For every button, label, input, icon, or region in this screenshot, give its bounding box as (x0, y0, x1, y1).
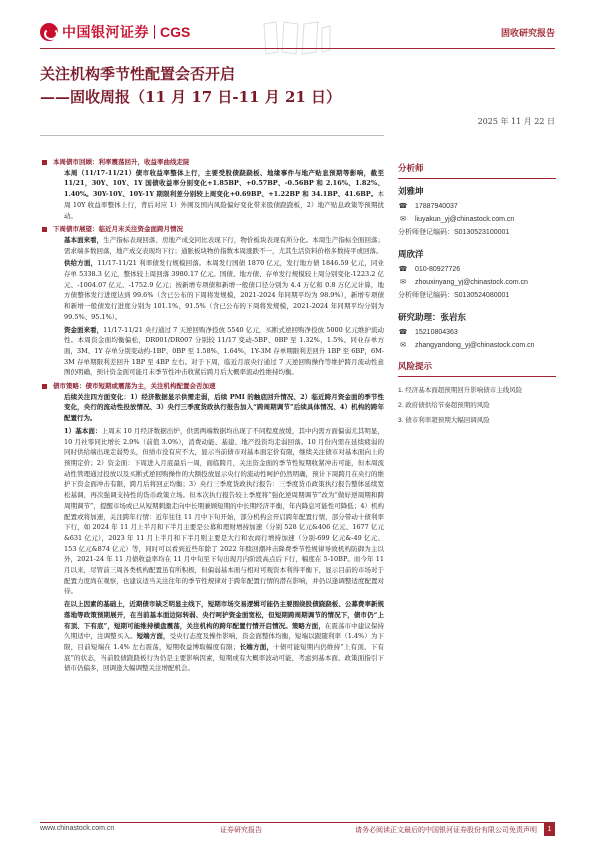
page-number: 1 (544, 823, 555, 836)
company-logo (40, 22, 190, 42)
phone-icon: ☎ (398, 266, 408, 273)
analyst-email-row[interactable] (398, 213, 556, 226)
text-run: 在震荡市中建议保持久期适中，注调整买入。 (64, 621, 385, 641)
paragraph (40, 325, 384, 379)
section-heading (40, 381, 384, 392)
report-date: 2025 年 11 月 22 日 (477, 117, 555, 126)
bold-text-run: 短端方面， (136, 632, 170, 641)
text-run: 上周末 10 月经济数据出炉，供需两端数据均出现了不同程度放缓，其中内需方面偏弱尤其明显，10 月社零同比增长 2.9%（前值 3.0%），消费动能、基建、地产投资均走弱回落。10 月份内需在延续疲弱的同时供给端出现走弱势头，但绩市没有应不大，显示当前债市对基本面定价有限，继续关注债市对基本面向上的预期定价；2）资金面：下周进入月底最后一周，面临跨月，关注资金面的季节性短期收紧冲击可能，但本周流动性管理通过投放以及买断式逆回购操作的大额投放显示央行的流动性呵护仍然明确，预计下周跨月在央行的维护下资金面冲击有限，跨月后将回正均衡；3）央行三季度货政执行报告：三季度货币政策执行报告整体延续宽松基调，再次强调支持性的货币政策立场。但本次执行报告较上季度将“强化逆周期调节”改为“做好逆周期和跨周期调节”，提醒市场或已从短期刺激走向中长期兼顾短期的中长期经济平衡，年内降息可能性可降低；4）机构配置或将加速，关注跨年行情：近年往往 11 月中下旬开始，部分机构会开启跨年配置行情，部分带动十债利率下行，如 2024 年 11 月上半月和下半月主要是公募和理财增持加速（分别 528 亿元&406 亿元、1677 亿元&631 亿元），2023 年 11 月上半月和下半月则主要是大行和农商行增持加速（分别-699 亿元&-49 亿元、153 亿元&874 亿元）等，同时可以看到近些年除了 2022 年赎回潮冲击降费季节性规律导致机构防御为主以外，2021-24 年 11 月债收益率均在 11 月中旬至下旬出现月内阶段高点后下行，幅度在 5-10BP。而今年 11 月以来，尽管前三周各类机构配置虽有所积极，但偏弱基本面与相对可观资本利得平衡下，显示目前的市场对于配置力度尚在观察，也建议适当关注往年的季节性规律对于跨年配置行情的潜在影响，并仍以逢调整适度配置对待。 (64, 426, 384, 596)
analyst-name: 研究助理：张岩东 (398, 312, 467, 322)
email-icon: ✉ (400, 216, 406, 223)
square-bullet-icon (42, 160, 47, 165)
risk-item: 3. 债市利率超预期大幅回调风险 (398, 417, 490, 424)
bold-text-run: 本周（11/17-11/21）债市收益率整体上行，主要受股债跷跷板、地缘事件与地产贴息预期等影响，截至 11/21，30Y、10Y、1Y 国债收益率分别变化+1.85BP、+0.57BP、-0.56BP 和 2.16%、1.82%、1.40%。30Y-10Y、10Y-1Y 期限利差分别较上周变化+0.69BP、+1.22BP 和 34.1BP、41.6BP。 (64, 168, 384, 199)
analyst-phone: 15210804363 (415, 329, 458, 336)
logo-en-text: CGS (160, 24, 191, 40)
analyst-card (398, 185, 556, 239)
analyst-email-row[interactable] (398, 339, 556, 352)
risk-list (398, 383, 556, 428)
risk-item: 2. 政府债供给节奏超预期的风险 (398, 402, 490, 409)
paragraph (40, 235, 384, 256)
footer-disclaimer: 请务必阅读正文最后的中国银河证券股份有限公司免责声明 (355, 826, 537, 834)
report-type-label: 固收研究报告 (500, 28, 555, 38)
analyst-email[interactable]: zhouxinyang_yj@chinastock.com.cn (415, 279, 528, 286)
text-run: 本周 10Y 收益率整体上行，背后对应 1）外围及国内风险偏好变化带来股债跷跷板，2）地产贴息政策等预期扰动。 (64, 190, 384, 220)
paragraph (40, 168, 384, 222)
galaxy-logo-icon (40, 23, 58, 41)
main-body (40, 157, 384, 677)
analyst-email[interactable]: zhangyandong_yj@chinastock.com.cn (415, 342, 535, 349)
report-subtitle: ——固收周报（11 月 17 日-11 月 21 日） (40, 88, 342, 106)
text-run: 受央行态度及操作影响，资金面整体均衡，短端以跟随利率（1.4%）为下限，目前短端在 1.4% 左右震荡，短期收益博取幅度有限； (64, 632, 385, 651)
section-heading (40, 157, 384, 168)
analyst-phone-row (398, 326, 556, 339)
bold-text-run: 供给方面， (64, 259, 98, 268)
content-section (40, 157, 384, 221)
text-run: 11/17-11/21 利率债发行规模回落。本周发行国债 1870 亿元，发行地方债 1846.59 亿元，同业存单 5338.3 亿元，整体较上周回落 3980.17 亿元。国债、地方债、存单发行规模较上周分别变化-1223.2 亿元、-1004.07 亿元、-1752.9 亿元；按新增专项债和新增一般债口径分别为 4.4 万亿和 0.8 万亿元计算，地方债整体发行进度达到 99.6%（含已公布的下周将发规模，2021-2024 年同期平均为 98.9%），新增专项债和新增一般债发行进度分别为 101.1%、91.5%（含已公布的下周将发规模，2021-2024 年同期平均分别为 99.5%、95.1%）。 (64, 259, 384, 321)
report-title: 关注机构季节性配置会否开启 (40, 65, 236, 83)
analyst-registration: 分析师登记编码：S0130524080001 (398, 292, 510, 299)
square-bullet-icon (42, 227, 47, 232)
analyst-phone-row (398, 263, 556, 276)
section-heading-text: 本周债市回顾：利率震荡回升，收益率曲线走陡 (53, 158, 190, 166)
bold-text-run: 后续关注四方面变化：1）经济数据显示供需走弱，后续 PMI 的触底回升情况、2）临近跨月资金面的季节性变化，央行的流动性投放情况、3）央行三季度货政执行报告加入“跨周期调节”后续具体情况、4）机构的跨年配置行为。 (64, 392, 384, 423)
watermark-emblem-icon (256, 18, 336, 58)
analyst-card (398, 311, 556, 352)
title-divider (40, 135, 384, 136)
section-heading (40, 224, 384, 235)
analyst-name: 刘雅坤 (398, 186, 424, 196)
analyst-email[interactable]: liuyakun_yj@chinastock.com.cn (415, 216, 515, 223)
analyst-email-row[interactable] (398, 276, 556, 289)
analyst-phone: 17887940037 (415, 203, 458, 210)
risk-heading: 风险提示 (398, 360, 556, 377)
bold-text-run: 资金面来看， (64, 325, 104, 334)
paragraph (40, 426, 384, 597)
analyst-heading: 分析师 (398, 162, 556, 179)
content-section (40, 224, 384, 378)
bold-text-run: 策略方面， (291, 621, 325, 630)
email-icon: ✉ (400, 279, 406, 286)
phone-icon: ☎ (398, 203, 408, 210)
logo-cn-text: 中国银河证券 (62, 24, 149, 40)
paragraph (40, 599, 384, 674)
bold-text-run: 1）基本面： (64, 426, 102, 435)
paragraph (40, 392, 384, 424)
text-run: 十债可能短期内仍维持“上有顶、下有底”的状态，当前股债跷跷板行为仍是主要影响因素，短期或有大概率波动可能，考虑到基本面、政策面指引下债市仍偏多，回调逢大幅调整关注增配机会。 (64, 642, 384, 673)
phone-icon: ☎ (398, 329, 408, 336)
bold-text-run: 长端方面， (239, 642, 274, 651)
bold-text-run: 在以上因素的基础上，近期债市缺乏明显主线下，短期市场交易逻辑可能仍主要围绕股债跷跷板、公募费率新规落地等政策预期展开，在当前基本面边际转弱、央行呵护资金面宽松，但短期跨周期调节的情况下，债市仍“上有顶、下有底”，短期可能维持横盘震荡，关注机构的跨年配置行情开启情况。 (64, 600, 384, 630)
analyst-phone-row (398, 200, 556, 213)
text-run: 11/17-11/21 央行通过 7 天逆回购净投放 5540 亿元，买断式逆回购净投放 5000 亿元维护流动性。本周资金面均衡偏松，DR001/DR007 分别较 11/17 变动-5BP、0BP 至 1.32%、1.5%。同业存单方面，3M、1Y 存单分别变动约-1BP、0BP 至 1.58%、1.64%，1Y-3M 存单期限利差回升 1BP 至 6BP，6M-3M 存单期限利差回升 1BP 至 4BP 左右。对于下周，临近月底央行通过 7 天逆回购操作等维护跨月流动性意图仍明确，预计资金面可能月末季节性冲击收紧后跨月后大概率流动性维持均衡。 (64, 325, 385, 377)
square-bullet-icon (42, 384, 47, 389)
analyst-phone: 010-80927726 (415, 266, 461, 273)
footer-divider (40, 822, 555, 823)
paragraph (40, 258, 384, 322)
footer-website-link[interactable]: www.chinastock.com.cn (40, 825, 115, 832)
section-heading-text: 下周债市展望：临近月末关注资金面跨月情况 (53, 225, 183, 234)
risk-item: 1. 经济基本面超预期回升影响债市主线风险 (398, 387, 523, 394)
section-heading-text: 债市策略：债市短期或震荡为主，关注机构配置会否加速 (53, 382, 216, 391)
bold-text-run: 基本面来看， (64, 235, 104, 244)
text-run: 生产指标表现回落、房地产成交同比表现下行，物价板块表现有所分化。本周生产指标全面回落；需求端多数回落，地产成交表现均下行；通胀板块物价指数本周涨跌不一，尤其生活资料价格多数持平或回落。 (64, 235, 384, 255)
footer-doc-type: 证券研究报告 (220, 826, 262, 834)
email-icon: ✉ (400, 342, 406, 349)
analyst-registration: 分析师登记编码：S0130523100001 (398, 229, 510, 236)
analyst-card (398, 248, 556, 302)
content-section (40, 381, 384, 674)
analyst-name: 周欣洋 (398, 249, 424, 259)
header-divider (40, 48, 555, 49)
sidebar (398, 162, 556, 428)
